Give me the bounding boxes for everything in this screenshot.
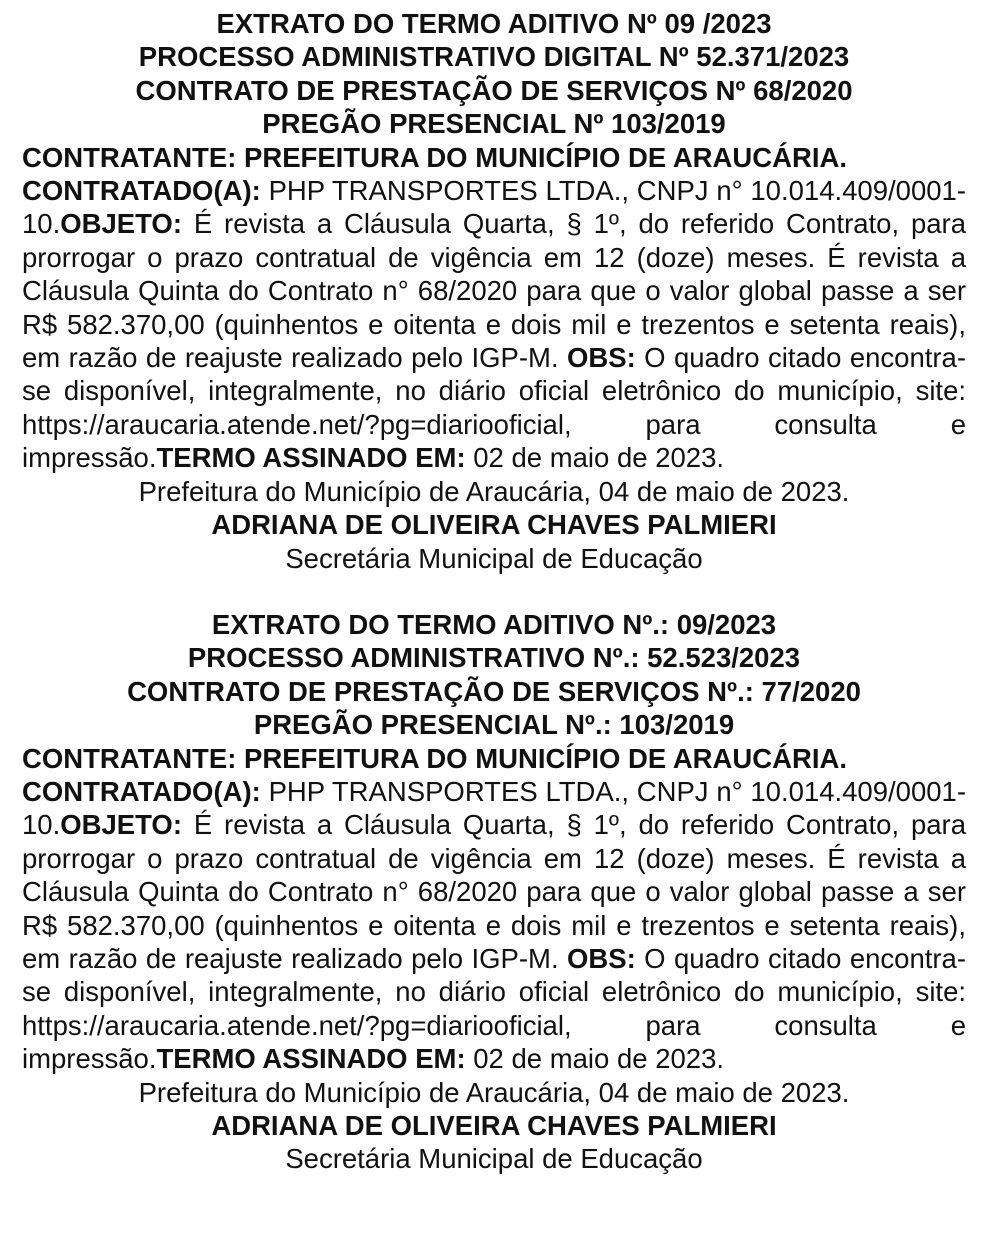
assinado-value: 02 de maio de 2023. (465, 442, 725, 474)
obs-value: O quadro citado encontra-se disponível, integralmente, no diário oficial eletrônico do município, site: https://araucaria.atende.net/?pg=diariooficial, para consulta e impressão. (22, 342, 966, 474)
pregao-line: PREGÃO PRESENCIAL Nº 103/2019 (262, 108, 726, 140)
contratado-value: PHP TRANSPORTES LTDA., CNPJ n° 10.014.409/0001-10. (22, 175, 966, 240)
obs-label: OBS: (567, 342, 636, 374)
signer-role: Secretária Municipal de Educação (285, 1143, 703, 1175)
contratado-label: CONTRATADO(A): (22, 175, 261, 207)
objeto-label: OBJETO: (60, 208, 182, 240)
contrato-line: CONTRATO DE PRESTAÇÃO DE SERVIÇOS Nº 68/2020 (135, 74, 853, 106)
assinado-value: 02 de maio de 2023. (465, 1043, 725, 1075)
objeto-label: OBJETO: (60, 809, 182, 841)
extract-title: EXTRATO DO TERMO ADITIVO Nº 09 /2023 (216, 8, 772, 39)
obs-value: O quadro citado encontra-se disponível, integralmente, no diário oficial eletrônico do município, site: https://araucaria.atende.net/?pg=diariooficial, para consulta e impressão. (22, 942, 966, 1075)
contratado-label: CONTRATADO(A): (22, 775, 261, 807)
extract-termo-aditivo-2 (22, 608, 966, 1176)
assinado-label: TERMO ASSINADO EM: (156, 1043, 466, 1075)
assinado-label: TERMO ASSINADO EM: (156, 442, 466, 474)
obs-label: OBS: (567, 942, 636, 974)
signer-role: Secretária Municipal de Educação (285, 542, 703, 574)
pregao-line: PREGÃO PRESENCIAL Nº.: 103/2019 (253, 709, 735, 741)
contratante-line: CONTRATANTE: PREFEITURA DO MUNICÍPIO DE ARAUCÁRIA. (22, 141, 847, 173)
signer-name: ADRIANA DE OLIVEIRA CHAVES PALMIERI (211, 1110, 777, 1141)
place-date: Prefeitura do Município de Araucária, 04 de maio de 2023. (138, 475, 850, 507)
place-date: Prefeitura do Município de Araucária, 04 de maio de 2023. (138, 1076, 850, 1108)
extract-body (22, 174, 966, 475)
extract-body (22, 775, 966, 1076)
processo-line: PROCESSO ADMINISTRATIVO Nº.: 52.523/2023 (187, 642, 801, 674)
signer-name: ADRIANA DE OLIVEIRA CHAVES PALMIERI (211, 509, 777, 541)
extract-title: EXTRATO DO TERMO ADITIVO Nº.: 09/2023 (211, 608, 777, 640)
extract-termo-aditivo-1 (22, 7, 966, 575)
contratado-value: PHP TRANSPORTES LTDA., CNPJ n° 10.014.409/0001-10. (22, 775, 966, 841)
objeto-value: É revista a Cláusula Quarta, § 1º, do referido Contrato, para prorrogar o prazo contratual de vigência em 12 (doze) meses. É revista a Cláusula Quinta do Contrato n° 68/2020 para que o valor global passe a ser R$ 582.370,00 (quinhentos e oitenta e dois mil e trezentos e setenta reais), em razão de reajuste realizado pelo IGP-M. (22, 809, 966, 974)
objeto-value: É revista a Cláusula Quarta, § 1º, do referido Contrato, para prorrogar o prazo contratual de vigência em 12 (doze) meses. É revista a Cláusula Quinta do Contrato n° 68/2020 para que o valor global passe a ser R$ 582.370,00 (quinhentos e oitenta e dois mil e trezentos e setenta reais), em razão de reajuste realizado pelo IGP-M. (22, 208, 966, 374)
contrato-line: CONTRATO DE PRESTAÇÃO DE SERVIÇOS Nº.: 77/2020 (127, 675, 861, 707)
contratante-line: CONTRATANTE: PREFEITURA DO MUNICÍPIO DE ARAUCÁRIA. (22, 742, 847, 774)
processo-line: PROCESSO ADMINISTRATIVO DIGITAL Nº 52.371/2023 (138, 41, 850, 73)
